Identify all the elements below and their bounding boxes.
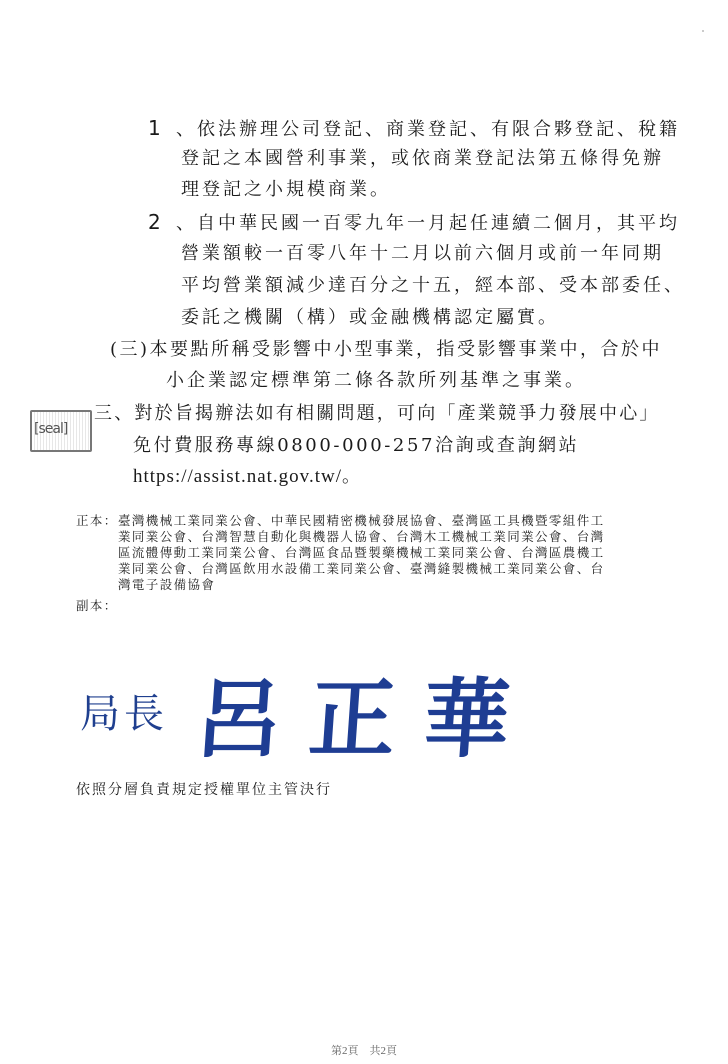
clause-1-number: 1 [148,116,161,140]
sub-three-line-2: 小企業認定標準第二條各款所列基準之事業。 [166,370,586,391]
recipients-line-5: 灣電子設備協會 [118,577,216,592]
clause-1-line-3: 理登記之小規模商業。 [181,179,391,200]
sub-three-line-1: (三)本要點所稱受影響中小型事業，指受影響事業中，合於中 [110,339,663,360]
clause-2-line-3: 平均營業額減少達百分之十五，經本部、受本部委任、 [181,275,685,296]
clause-2-number: 2 [148,210,161,234]
clause-1-line-2: 登記之本國營利事業，或依商業登記法第五條得免辦 [181,148,664,169]
clause-2-line-4: 委託之機關（構）或金融機構認定屬實。 [181,307,559,328]
page-number: 第2頁 共2頁 [331,1045,397,1057]
recipients-line-2: 業同業公會、台灣智慧自動化與機器人協會、台灣木工機械工業同業公會、台灣 [118,529,605,544]
recipients-line-4: 業同業公會、台灣區飲用水設備工業同業公會、臺灣縫製機械工業同業公會、台 [118,561,605,576]
seal-stamp: [seal] [30,410,92,452]
delegation-note: 依照分層負責規定授權單位主管決行 [76,782,332,798]
section-three-line-3: https://assist.nat.gov.tw/。 [133,466,363,487]
recipients-line-1: 臺灣機械工業同業公會、中華民國精密機械發展協會、臺灣區工具機暨零組件工 [118,513,605,528]
clause-2-line-2: 營業額較一百零八年十二月以前六個月或前一年同期 [181,243,664,264]
scan-speck [702,30,704,32]
section-three-line-2: 免付費服務專線0800-000-257洽詢或查詢網站 [133,435,580,456]
recipients-label: 正本： [76,513,118,528]
section-three-line-1: 三、對於旨揭辦法如有相關問題，可向「產業競爭力發展中心」 [94,403,660,424]
clause-1-line-1: 1 、依法辦理公司登記、商業登記、有限合夥登記、稅籍 [148,116,680,140]
service-website-link[interactable]: https://assist.nat.gov.tw/ [133,466,342,487]
signature-name: 呂正華 [191,670,541,770]
signature-role: 局長 [80,691,168,737]
recipients-line-3: 區流體傳動工業同業公會、台灣區食品暨製藥機械工業同業公會、台灣區農機工 [118,545,605,560]
clause-2-line-1: 2 、自中華民國一百零九年一月起任連續二個月，其平均 [148,210,680,234]
copy-label: 副本： [76,598,118,613]
